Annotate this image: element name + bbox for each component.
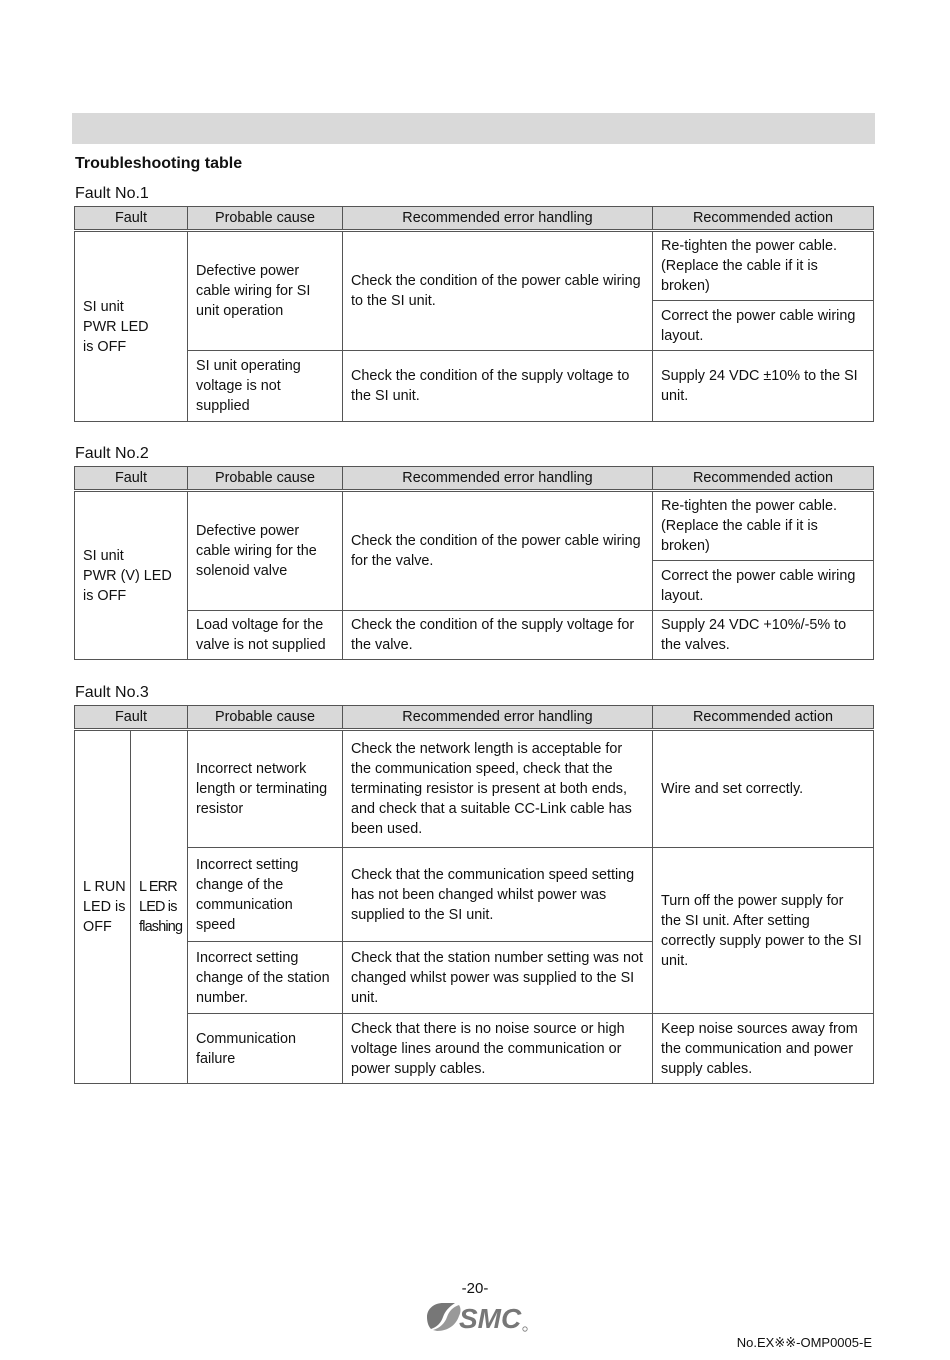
action-cell: Wire and set correctly. [653, 730, 874, 848]
header-fault: Fault [75, 207, 188, 231]
handling-cell: Check the condition of the supply voltage for the valve. [343, 611, 653, 660]
header-probable-cause: Probable cause [188, 207, 343, 231]
cause-cell: Incorrect network length or terminating resistor [188, 730, 343, 848]
handling-cell: Check that the station number setting was not changed whilst power was supplied to the SI unit. [343, 942, 653, 1014]
action-cell: Correct the power cable wiring layout. [653, 301, 874, 351]
page-number: -20- [461, 1280, 489, 1297]
handling-cell: Check the condition of the power cable wiring to the SI unit. [343, 231, 653, 351]
handling-cell: Check that the communication speed setting has not been changed whilst power was supplied to the SI unit. [343, 848, 653, 942]
header-recommended-action: Recommended action [653, 706, 874, 730]
handling-cell: Check the condition of the supply voltage to the SI unit. [343, 351, 653, 422]
header-error-handling: Recommended error handling [343, 467, 653, 491]
cause-cell: Incorrect setting change of the station number. [188, 942, 343, 1014]
logo-text: SMC [459, 1303, 522, 1334]
fault3-table [74, 705, 874, 1084]
fault-cell-lerr: L ERR LED is flashing [131, 730, 188, 1084]
action-cell: Turn off the power supply for the SI unit. After setting correctly supply power to the SI unit. [653, 848, 874, 1014]
header-error-handling: Recommended error handling [343, 706, 653, 730]
fault-cell: SI unit PWR LED is OFF [75, 231, 188, 422]
action-cell: Re-tighten the power cable. (Replace the cable if it is broken) [653, 231, 874, 301]
document-number: No.EX※※-OMP0005-E [736, 1335, 872, 1350]
header-probable-cause: Probable cause [188, 467, 343, 491]
fault-cell-lrun: L RUN LED is OFF [75, 730, 131, 1084]
fault1-table [74, 206, 874, 422]
handling-cell: Check the condition of the power cable wiring for the valve. [343, 491, 653, 611]
cause-cell: Incorrect setting change of the communication speed [188, 848, 343, 942]
action-cell: Re-tighten the power cable. (Replace the cable if it is broken) [653, 491, 874, 561]
page-title: Troubleshooting table [75, 155, 243, 172]
cause-cell: Load voltage for the valve is not supplied [188, 611, 343, 660]
header-recommended-action: Recommended action [653, 467, 874, 491]
header-fault: Fault [75, 467, 188, 491]
header-recommended-action: Recommended action [653, 207, 874, 231]
cause-cell: Defective power cable wiring for the solenoid valve [188, 491, 343, 611]
fault3-title: Fault No.3 [75, 684, 149, 701]
fault2-table [74, 466, 874, 660]
fault2-title: Fault No.2 [75, 445, 149, 462]
action-cell: Keep noise sources away from the communication and power supply cables. [653, 1014, 874, 1084]
header-probable-cause: Probable cause [188, 706, 343, 730]
header-error-handling: Recommended error handling [343, 207, 653, 231]
action-cell: Supply 24 VDC ±10% to the SI unit. [653, 351, 874, 422]
fault-cell: SI unit PWR (V) LED is OFF [75, 491, 188, 660]
header-fault: Fault [75, 706, 188, 730]
header-band [72, 113, 875, 144]
cause-cell: Defective power cable wiring for SI unit operation [188, 231, 343, 351]
handling-cell: Check that there is no noise source or high voltage lines around the communication or power supply cables. [343, 1014, 653, 1084]
smc-logo [421, 1299, 531, 1335]
action-cell: Correct the power cable wiring layout. [653, 561, 874, 611]
handling-cell: Check the network length is acceptable for the communication speed, check that the terminating resistor is present at both ends, and check that a suitable CC-Link cable has been used. [343, 730, 653, 848]
cause-cell: SI unit operating voltage is not supplied [188, 351, 343, 422]
cause-cell: Communication failure [188, 1014, 343, 1084]
action-cell: Supply 24 VDC +10%/-5% to the valves. [653, 611, 874, 660]
fault1-title: Fault No.1 [75, 185, 149, 202]
